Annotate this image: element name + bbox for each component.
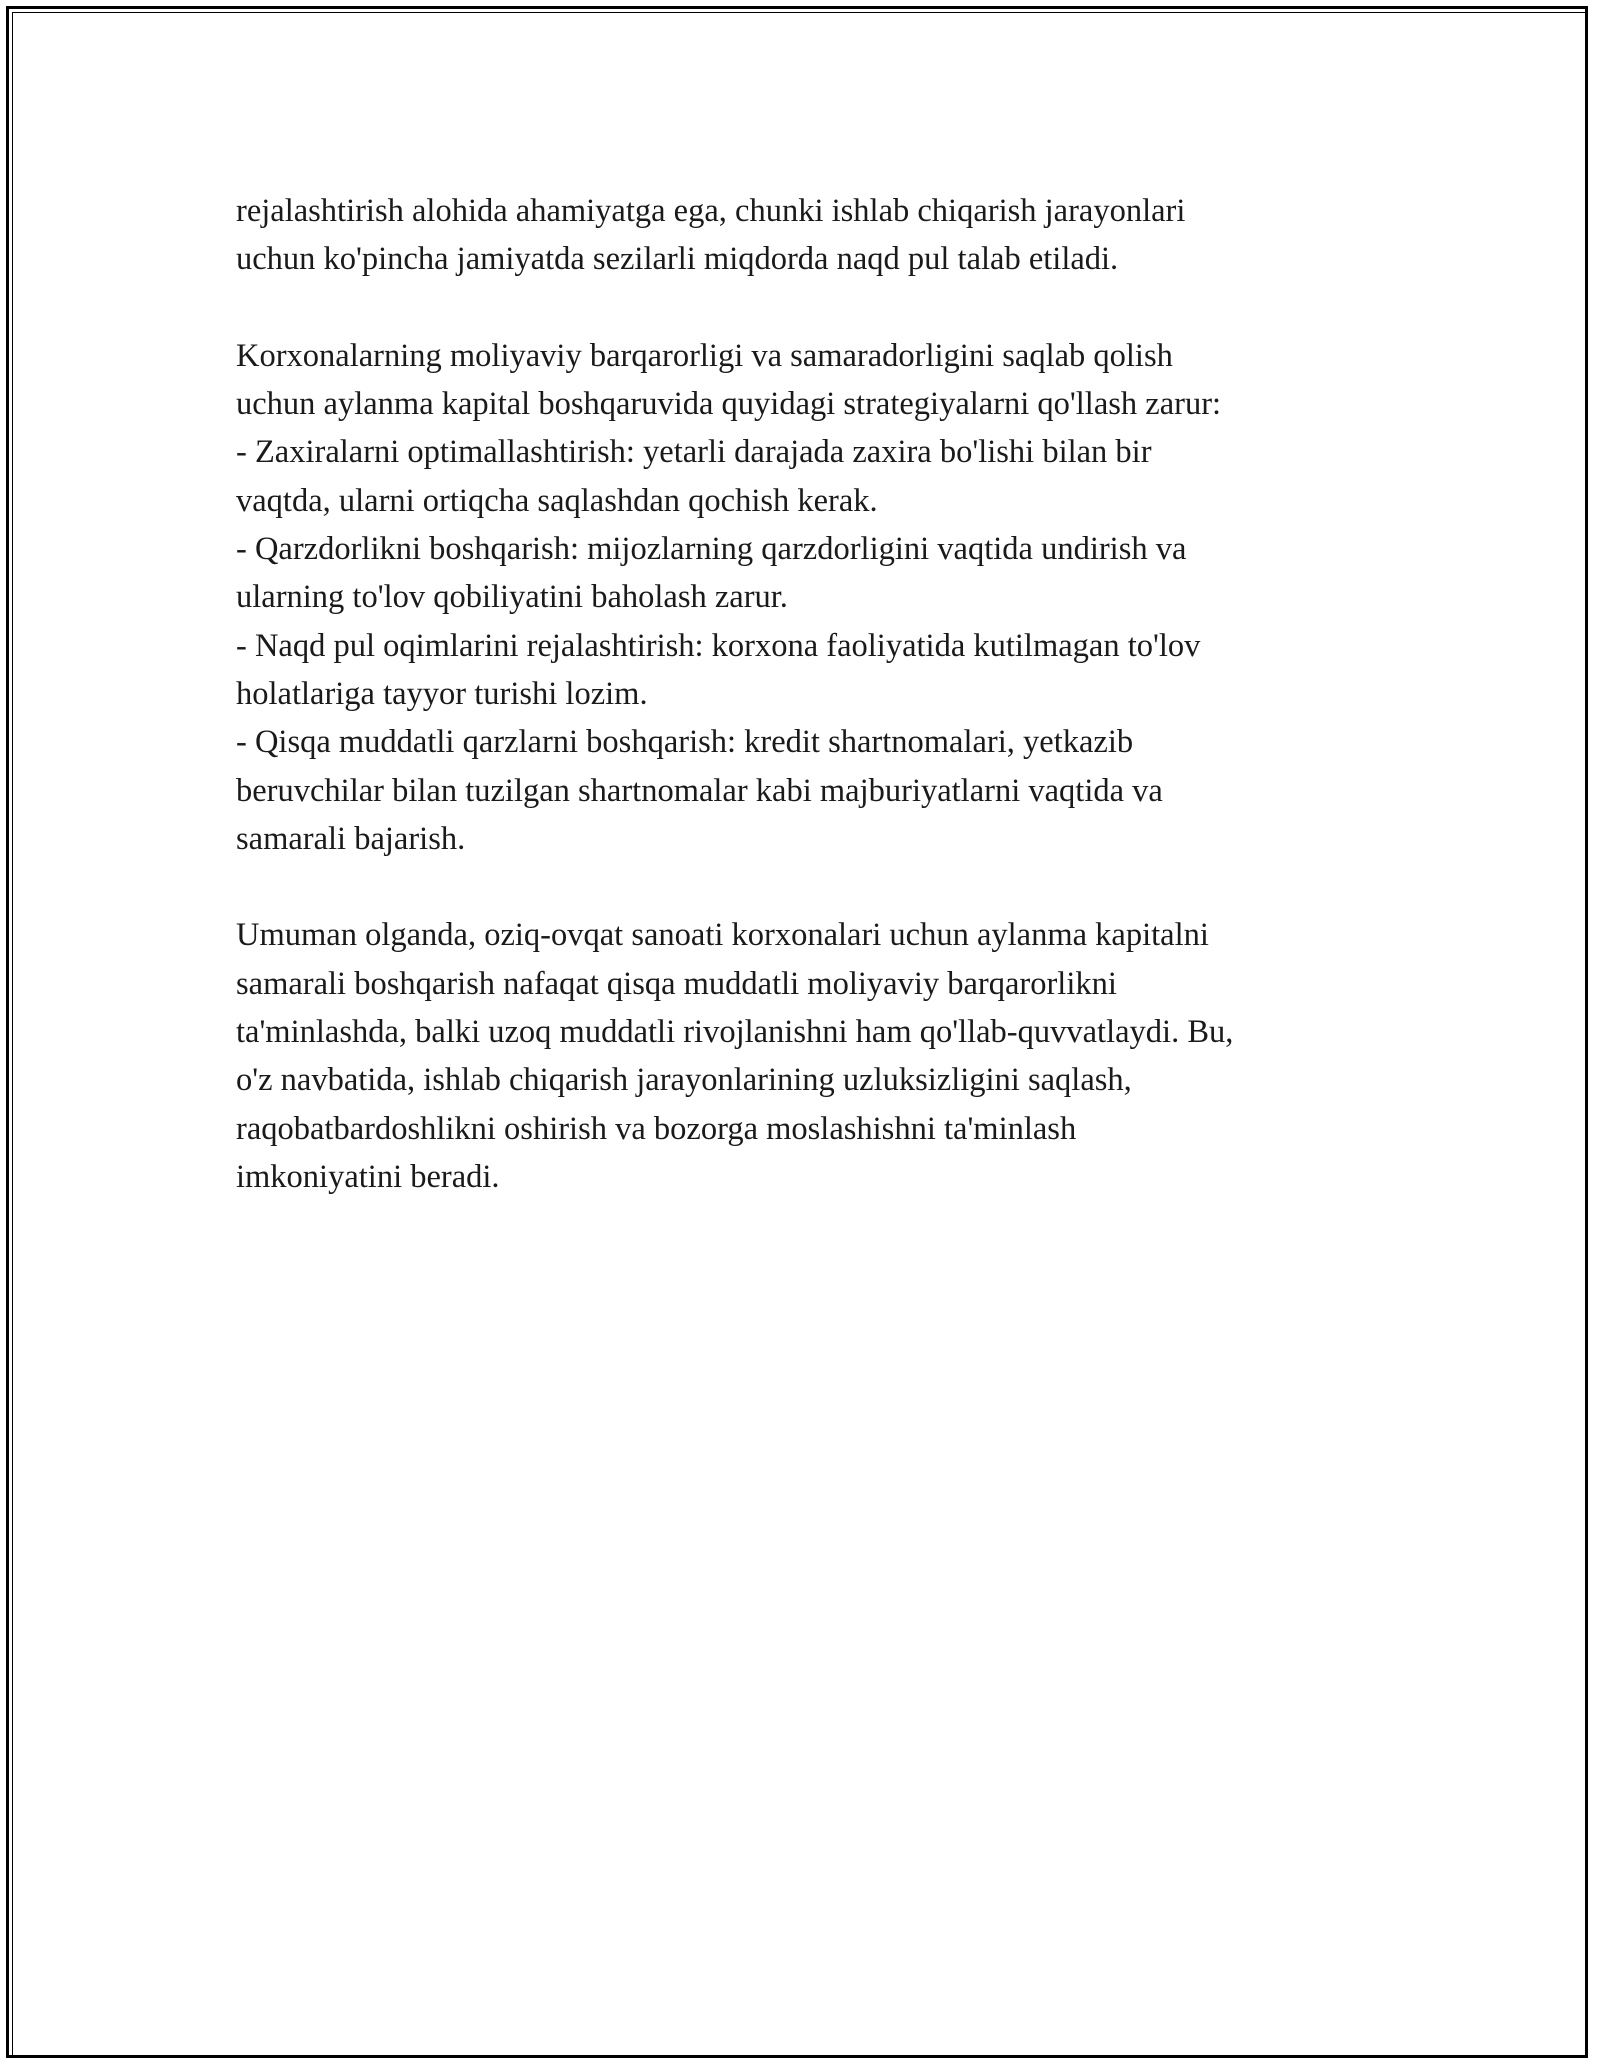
list-item-line: ularning to'lov qobiliyatini baholash zarur. xyxy=(236,579,788,616)
text-line: samarali boshqarish nafaqat qisqa muddatli moliyaviy barqarorlikni xyxy=(236,965,1117,1002)
paragraph-intro-continuation xyxy=(236,187,1376,284)
list-item-line: - Naqd pul oqimlarini rejalashtirish: korxona faoliyatida kutilmagan to'lov xyxy=(236,627,1201,664)
paragraph-conclusion xyxy=(236,911,1376,1201)
list-item-line: vaqtda, ularni ortiqcha saqlashdan qochish kerak. xyxy=(236,482,878,519)
list-item-line: - Qisqa muddatli qarzlarni boshqarish: kredit shartnomalari, yetkazib xyxy=(236,724,1134,761)
text-line: rejalashtirish alohida ahamiyatga ega, chunki ishlab chiqarish jarayonlari xyxy=(236,193,1186,229)
text-line: imkoniyatini beradi. xyxy=(236,1158,500,1195)
text-line: Umuman olganda, oziq-ovqat sanoati korxonalari uchun aylanma kapitalni xyxy=(236,917,1209,954)
list-item-line: - Zaxiralarni optimallashtirish: yetarli darajada zaxira bo'lishi bilan bir xyxy=(236,434,1152,471)
text-line: raqobatbardoshlikni oshirish va bozorga moslashishni ta'minlash xyxy=(236,1110,1077,1147)
text-line: uchun ko'pincha jamiyatda sezilarli miqdorda naqd pul talab etiladi. xyxy=(236,241,1119,278)
list-item-line: samarali bajarish. xyxy=(236,820,466,857)
list-item-line: holatlariga tayyor turishi lozim. xyxy=(236,675,648,712)
document-body xyxy=(236,187,1376,1250)
list-item-line: beruvchilar bilan tuzilgan shartnomalar kabi majburiyatlarni vaqtida va xyxy=(236,772,1163,809)
text-line: uchun aylanma kapital boshqaruvida quyidagi strategiyalarni qo'llash zarur: xyxy=(236,386,1222,423)
list-item-line: - Qarzdorlikni boshqarish: mijozlarning qarzdorligini vaqtida undirish va xyxy=(236,531,1187,568)
text-line: ta'minlashda, balki uzoq muddatli rivojlanishni ham qo'llab-quvvatlaydi. Bu, xyxy=(236,1014,1234,1051)
text-line: Korxonalarning moliyaviy barqarorligi va samaradorligini saqlab qolish xyxy=(236,337,1173,374)
paragraph-strategies xyxy=(236,332,1376,863)
text-line: o'z navbatida, ishlab chiqarish jarayonlarining uzluksizligini saqlash, xyxy=(236,1062,1132,1099)
